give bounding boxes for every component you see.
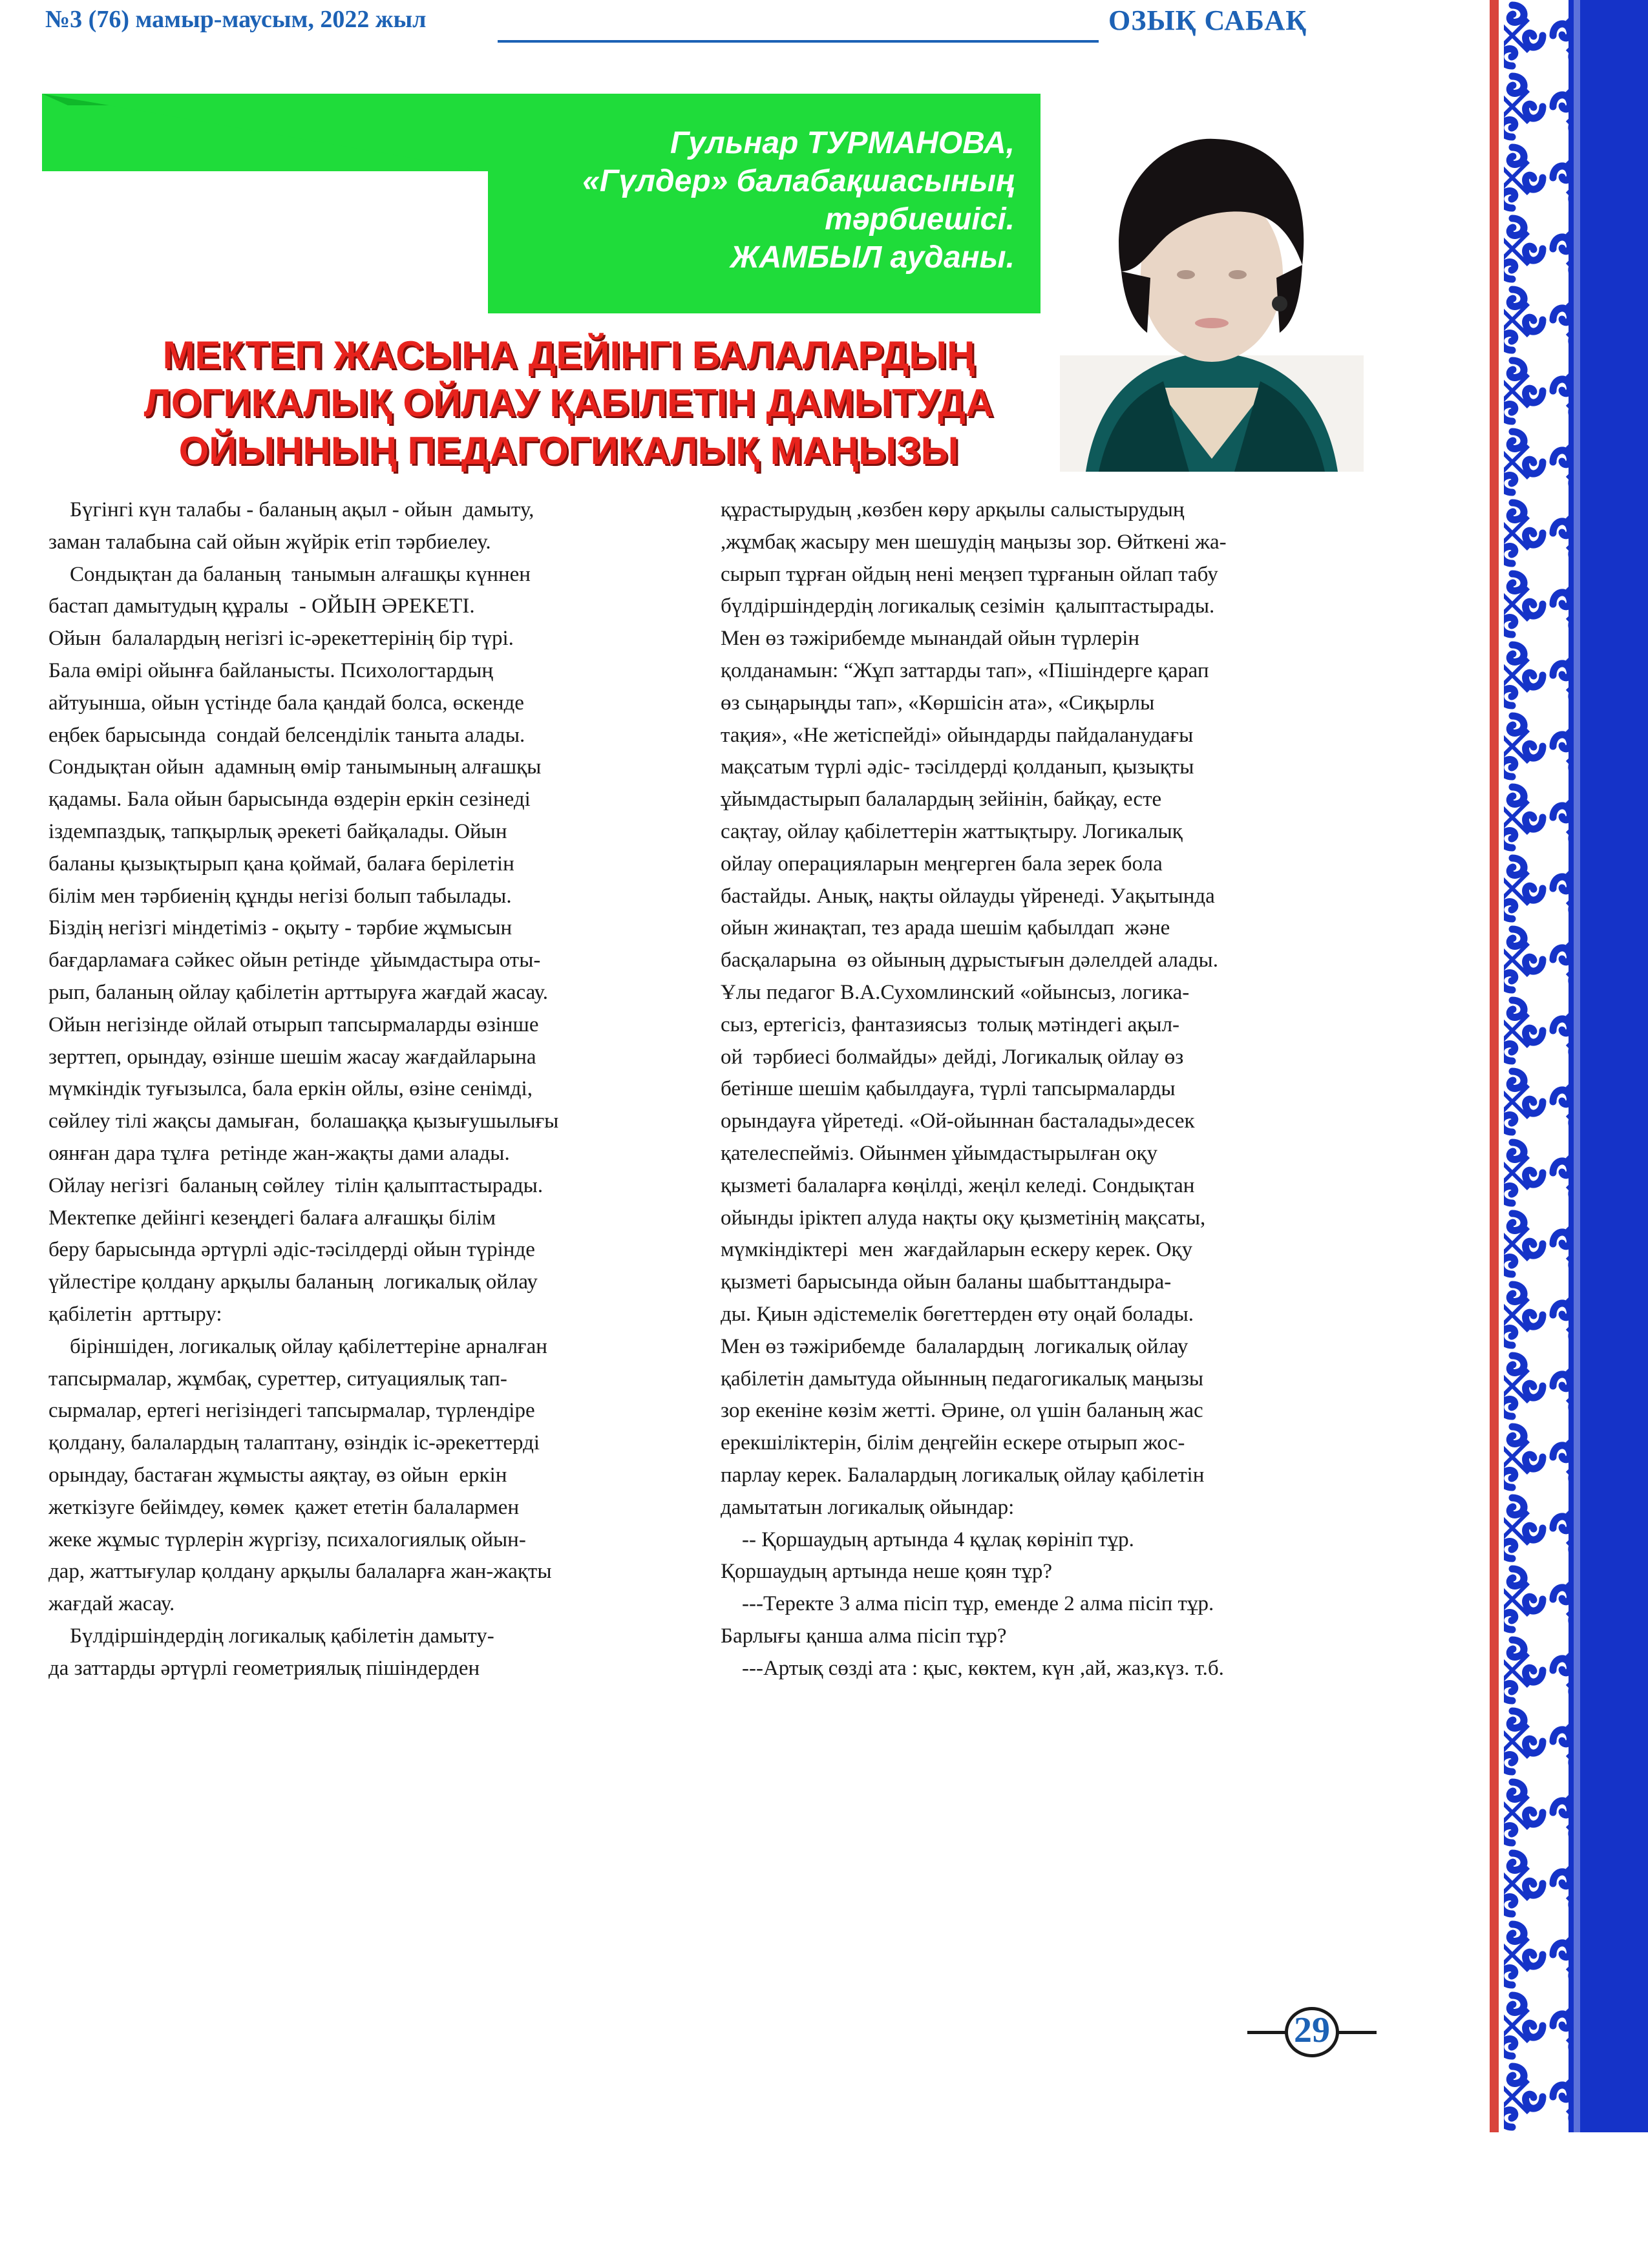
paragraph-line: дамытатын логикалық ойындар: (721, 1495, 1015, 1519)
paragraph-line: мүмкіндік туғызылса, бала еркін ойлы, өзіне сенімді, (48, 1077, 533, 1101)
author-name: Гульнар ТУРМАНОВА, (670, 126, 1015, 160)
paragraph-line: Ойын балалардың негізгі іс-әрекеттерінің бір түрі. (48, 627, 514, 651)
paragraph-line: Бүлдіршіндердің логикалық қабілетін дамыту- (48, 1624, 494, 1648)
paragraph-line: жағдай жасау. (48, 1592, 175, 1616)
paragraph-line: зерттеп, орындау, өзінше шешім жасау жағдайларына (48, 1045, 536, 1069)
ornament-border (1477, 0, 1648, 2132)
paragraph-line: бағдарламаға сәйкес ойын ретінде ұйымдастыра оты- (48, 949, 541, 972)
paragraph-line: мақсатым түрлі әдіс- тәсілдерді қолданып, қызықты (721, 755, 1194, 779)
paragraph-line: тақия», «Не жетіспейді» ойындарды пайдаланудағы (721, 723, 1194, 747)
page-number-rule (1338, 2031, 1377, 2034)
paragraph-line: ой тәрбиесі болмайды» дейді, Логикалық ойлау өз (721, 1045, 1184, 1069)
paragraph-line: Мектепке дейінгі кезеңдегі балаға алғашқы білім (48, 1206, 496, 1230)
paragraph-line: оянған дара тұлға ретінде жан-жақты дами алады. (48, 1141, 510, 1165)
paragraph-line: Сондықтан ойын адамның өмір танымының алғашқы (48, 755, 542, 779)
title-line: ОЙЫННЫҢ ПЕДАГОГИКАЛЫҚ МАҢЫЗЫ (178, 429, 959, 472)
paragraph-line: мүмкіндіктері мен жағдайларын ескеру керек. Оқу (721, 1238, 1193, 1262)
paragraph-line: өз сыңарыңды тап», «Көршісін ата», «Сиқырлы (721, 691, 1155, 715)
paragraph-line: ,жұмбақ жасыру мен шешудің маңызы зор. Өйткені жа- (721, 530, 1227, 554)
paragraph-line: Мен өз тәжірибемде балалардың логикалық ойлау (721, 1334, 1188, 1358)
paragraph-line: Сондықтан да баланың танымын алғашқы күннен (48, 562, 531, 586)
paragraph-line: ды. Қиын әдістемелік бөгеттерден өту оңай болады. (721, 1302, 1194, 1326)
paragraph-line: бастайды. Анық, нақты ойлауды үйренеді. Уақытында (721, 884, 1215, 908)
paragraph-line: ойынды іріктеп алуда нақты оқу қызметінің мақсаты, (721, 1206, 1206, 1230)
paragraph-line: ---Артық сөзді ата : қыс, көктем, күн ,ай, жаз,күз. т.б. (721, 1656, 1224, 1680)
paragraph-line: сыз, ертегісіз, фантазиясыз толық мәтіндегі ақыл- (721, 1013, 1180, 1036)
paragraph-line: рып, баланың ойлау қабілетін арттыруға жағдай жасау. (48, 980, 548, 1004)
paragraph-line: еңбек барысында сондай белсенділік таныта алады. (48, 723, 525, 747)
paragraph-line: сақтау, ойлау қабілеттерін жаттықтыру. Логикалық (721, 819, 1183, 843)
issue-info: №3 (76) мамыр-маусым, 2022 жыл (45, 6, 427, 33)
article-title (103, 331, 1034, 475)
paragraph-line: қызметі барысында ойын баланы шабыттандыра- (721, 1270, 1172, 1294)
paragraph-line: бастап дамытудың құралы - ОЙЫН ӘРЕКЕТІ. (48, 594, 475, 618)
paragraph-line: қолданамын: “Жұп заттарды тап», «Пішіндерге қарап (721, 658, 1209, 682)
paragraph-line: сөйлеу тілі жақсы дамыған, болашаққа қызығушылығы (48, 1109, 559, 1133)
paragraph-line: ерекшіліктерін, білім деңгейін ескере отырып жос- (721, 1431, 1185, 1455)
paragraph-line: беру барысында әртүрлі әдіс-тәсілдерді ойын түрінде (48, 1238, 535, 1262)
title-line: ЛОГИКАЛЫҚ ОЙЛАУ ҚАБІЛЕТІН ДАМЫТУДА (143, 381, 994, 425)
paragraph-line: парлау керек. Балалардың логикалық ойлау қабілетін (721, 1463, 1205, 1487)
author-kindergarten: «Гүлдер» балабақшасының (582, 164, 1015, 198)
paragraph-line: айтуынша, ойын үстінде бала қандай болса, өскенде (48, 691, 524, 715)
paragraph-line: Барлығы қанша алма пісіп тұр? (721, 1624, 1007, 1648)
paragraph-line: сырмалар, ертегі негізіндегі тапсырмалар, түрлендіре (48, 1399, 535, 1423)
paragraph-line: іздемпаздық, тапқырлық әрекеті байқалады. Ойын (48, 819, 507, 843)
paragraph-line: Бала өмірі ойынға байланысты. Психологтардың (48, 658, 494, 682)
paragraph-line: Мен өз тәжірибемде мынандай ойын түрлерін (721, 627, 1140, 651)
page-number: 29 (1294, 2010, 1330, 2050)
paragraph-line: бетінше шешім қабылдауға, түрлі тапсырмаларды (721, 1077, 1176, 1101)
paragraph-line: басқаларына өз ойының дұрыстығын дәлелдей алады. (721, 949, 1218, 972)
paragraph-line: білім мен тәрбиенің құнды негізі болып табылады. (48, 884, 512, 908)
paragraph-line: бүлдіршіндердің логикалық сезімін қалыптастырады. (721, 594, 1215, 618)
paragraph-line: Біздің негізгі міндетіміз - оқыту - тәрбие жұмысын (48, 916, 512, 940)
paragraph-line: қолдану, балалардың талаптану, өзіндік іс-әрекеттерді (48, 1431, 540, 1455)
paragraph-line: орындау, бастаған жұмысты аяқтау, өз ойын еркін (48, 1463, 507, 1487)
paragraph-line: Бүгінгі күн талабы - баланың ақыл - ойын дамыту, (48, 498, 534, 521)
paragraph-line: орындауға үйретеді. «Ой-ойыннан басталады»десек (721, 1109, 1195, 1133)
paragraph-line: қызметі балаларға көңілді, жеңіл келеді. Сондықтан (721, 1173, 1195, 1197)
paragraph-line: жеткізуге бейімдеу, көмек қажет ететін балалармен (48, 1495, 520, 1519)
paragraph-line: зор екеніне көзім жетті. Әрине, ол үшін баланың жас (721, 1399, 1203, 1423)
paragraph-line: заман талабына сай ойын жүйрік етіп тәрбиелеу. (48, 530, 491, 554)
paragraph-line: ойлау операцияларын меңгерген бала зерек бола (721, 852, 1163, 876)
paragraph-line: біріншіден, логикалық ойлау қабілеттеріне арналған (48, 1334, 547, 1358)
paragraph-line: ойын жинақтап, тез арада шешім қабылдап және (721, 916, 1170, 940)
paragraph-line: сырып тұрған ойдың нені меңзеп тұрғанын ойлап табу (721, 562, 1218, 586)
author-portrait-icon (1060, 110, 1364, 472)
paragraph-line: дар, жаттығулар қолдану арқылы балаларға жан-жақты (48, 1560, 552, 1584)
paragraph-line: құрастырудың ,көзбен көру арқылы салыстырудың (721, 498, 1185, 521)
article-column-right (721, 494, 1367, 1685)
paragraph-line: жеке жұмыс түрлерін жүргізу, психалогиялық ойын- (48, 1528, 526, 1551)
page-number-badge (1247, 2003, 1377, 2061)
paragraph-line: -- Қоршаудың артында 4 құлақ көрініп тұр. (721, 1528, 1134, 1551)
author-district: ЖАМБЫЛ ауданы. (730, 240, 1015, 275)
author-credit (569, 124, 1015, 277)
paragraph-line: Ойын негізінде ойлай отырып тапсырмаларды өзінше (48, 1013, 539, 1036)
paragraph-line: да заттарды әртүрлі геометриялық пішіндерден (48, 1656, 480, 1680)
paragraph-line: ---Теректе 3 алма пісіп тұр, еменде 2 алма пісіп тұр. (721, 1592, 1214, 1616)
paragraph-line: Ойлау негізгі баланың сөйлеу тілін қалыптастырады. (48, 1173, 544, 1197)
title-line: МЕКТЕП ЖАСЫНА ДЕЙІНГІ БАЛАЛАРДЫҢ (162, 333, 975, 377)
header-rule (498, 40, 1099, 43)
page-number-rule (1247, 2031, 1286, 2034)
paragraph-line: қадамы. Бала ойын барысында өздерін еркін сезінеді (48, 788, 531, 812)
author-position: тәрбиешісі. (825, 202, 1015, 236)
article-column-left (48, 494, 662, 1685)
paragraph-line: қабілетін дамытуда ойынның педагогикалық маңызы (721, 1367, 1204, 1391)
paragraph-line: Ұлы педагог В.А.Сухомлинский «ойынсыз, логика- (721, 980, 1190, 1004)
paragraph-line: тапсырмалар, жұмбақ, суреттер, ситуациялық тап- (48, 1367, 507, 1391)
paragraph-line: баланы қызықтырып қана қоймай, балаға берілетін (48, 852, 514, 876)
paragraph-line: Қоршаудың артында неше қоян тұр? (721, 1560, 1053, 1584)
paragraph-line: үйлестіре қолдану арқылы баланың логикалық ойлау (48, 1270, 538, 1294)
paragraph-line: ұйымдастырып балалардың зейінін, байқау, есте (721, 788, 1162, 812)
section-title: ОЗЫҚ САБАҚ (1108, 5, 1307, 36)
paragraph-line: қабілетін арттыру: (48, 1302, 222, 1326)
paragraph-line: қателеспейміз. Ойынмен ұйымдастырылған оқу (721, 1141, 1157, 1165)
